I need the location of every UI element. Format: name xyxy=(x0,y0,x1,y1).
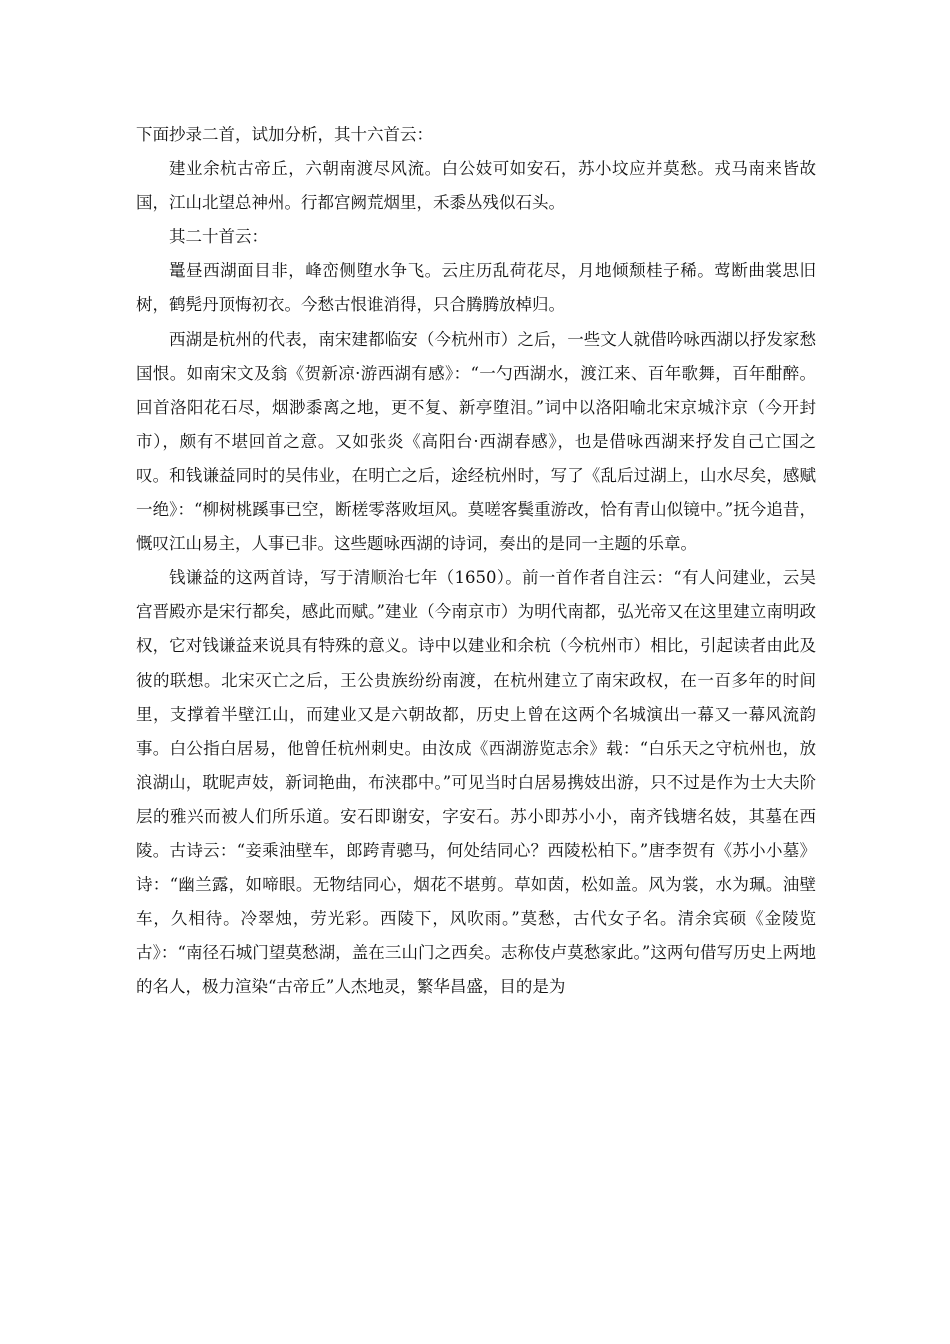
poem-sixteen: 建业余杭古帝丘，六朝南渡尽风流。白公妓可如安石，苏小坟应并莫愁。戎马南来皆故国，江山北望总神州。行都宫阙荒烟里，禾黍丛残似石头。 xyxy=(136,159,816,213)
analysis-paragraph: 钱谦益的这两首诗，写于清顺治七年（1650）。前一首作者自注云：“有人问建业，云吴宫晋殿亦是宋行都矣，感此而赋。”建业（今南京市）为明代南都，弘光帝又在这里建立南明政权，它对钱谦益来说具有特殊的意义。诗中以建业和余杭（今杭州市）相比，引起读者由此及彼的联想。北宋灭亡之后，王公贵族纷纷南渡，在杭州建立了南宋政权，在一百多年的时间里，支撑着半壁江山，而建业又是六朝故都，历史上曾在这两个名城演出一幕又一幕风流韵事。白公指白居易，他曾任杭州刺史。由汝成《西湖游览志余》载：“白乐天之守杭州也，放浪湖山，耽昵声妓，新词艳曲，布浃郡中。”可见当时白居易携妓出游，只不过是作为士大夫阶层的雅兴而被人们所乐道。安石即谢安，字安石。苏小即苏小小，南齐钱塘名妓，其墓在西陵。古诗云：“妾乘油壁车，郎跨青骢马，何处结同心？西陵松柏下。”唐李贺有《苏小小墓》诗：“幽兰露，如啼眼。无物结同心，烟花不堪剪。草如茵，松如盖。风为裳，水为珮。油壁车，久相待。冷翠烛，劳光彩。西陵下，风吹雨。”莫愁，古代女子名。清余宾硕《金陵览古》：“南径石城门望莫愁湖，盖在三山门之西矣。志称伎卢莫愁家此。”这两句借写历史上两地的名人，极力渲染“古帝丘”人杰地灵，繁华昌盛，目的是为 xyxy=(136,568,816,997)
poem-twenty: 鼍昼西湖面目非，峰峦侧堕水争飞。云庄历乱荷花尽，月地倾颓桂子稀。莺断曲裳思旧树，鹤髡丹顶悔初衣。今愁古恨谁消得，只合腾腾放棹归。 xyxy=(136,261,816,315)
west-lake-paragraph: 西湖是杭州的代表，南宋建都临安（今杭州市）之后，一些文人就借吟咏西湖以抒发家愁国恨。如南宋文及翁《贺新凉·游西湖有感》：“一勺西湖水，渡江来、百年歌舞，百年酣醉。回首洛阳花石尽，烟渺黍离之地，更不复、新亭堕泪。”词中以洛阳喻北宋京城汴京（今开封市），颇有不堪回首之意。又如张炎《高阳台·西湖春感》，也是借咏西湖来抒发自己亡国之叹。和钱谦益同时的吴伟业，在明亡之后，途经杭州时，写了《乱后过湖上，山水尽矣，感赋一绝》：“柳树桃蹊事已空，断槎零落败垣风。莫嗟客鬓重游改，恰有青山似镜中。”抚今追昔，慨叹江山易主，人事已非。这些题咏西湖的诗词，奏出的是同一主题的乐章。 xyxy=(136,329,816,554)
document-body xyxy=(136,118,816,1004)
poem-twenty-heading: 其二十首云： xyxy=(169,227,268,247)
intro-paragraph: 下面抄录二首，试加分析，其十六首云： xyxy=(136,125,433,144)
